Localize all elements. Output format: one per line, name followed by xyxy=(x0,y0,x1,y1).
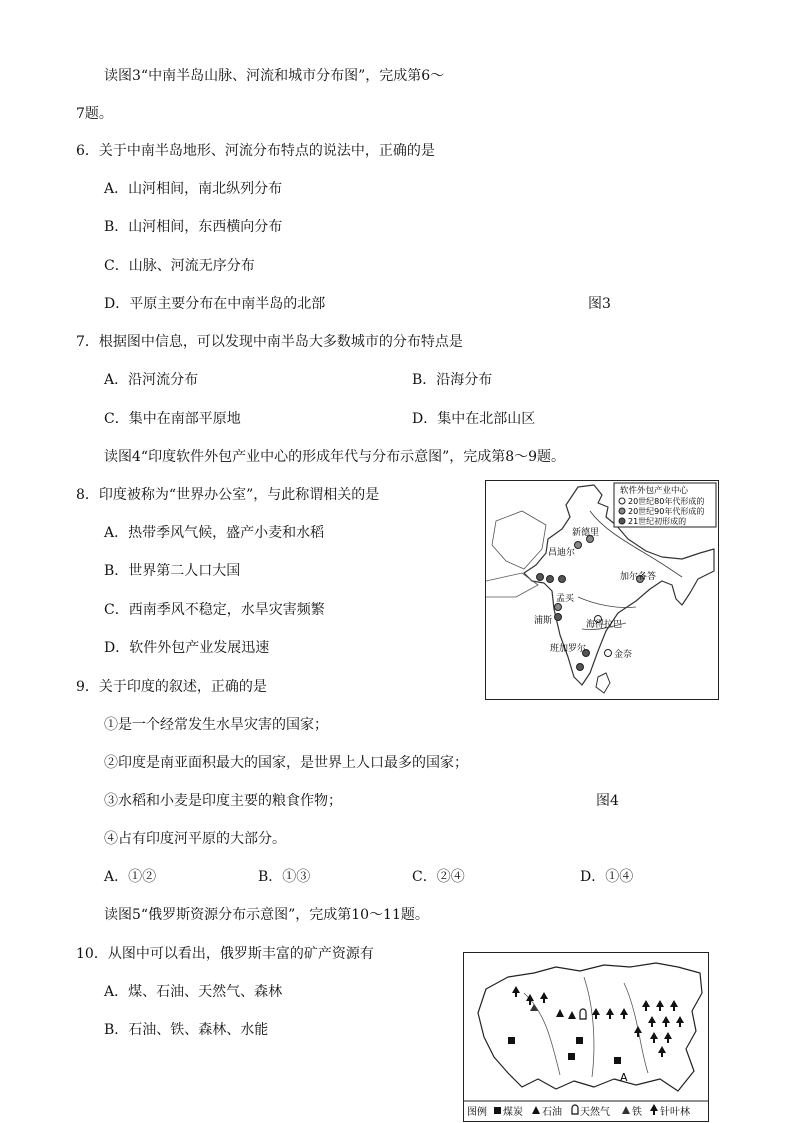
fig5-legend-gas: 天然气 xyxy=(580,1107,610,1118)
city-label-chennai: 金奈 xyxy=(614,650,633,660)
q9-option-c: C．②④ xyxy=(412,869,465,885)
city-chennai-marker xyxy=(605,650,612,657)
fig5-point-a: A xyxy=(620,1071,628,1084)
legend-80s-marker xyxy=(619,498,625,504)
russia-outline xyxy=(478,963,702,1091)
intro-fig4: 读图4“印度软件外包产业中心的形成年代与分布示意图”，完成第8～9题。 xyxy=(104,449,566,465)
coal-symbol xyxy=(614,1057,621,1064)
q9-statement-1: ①是一个经常发生水旱灾害的国家； xyxy=(104,717,328,733)
fig5-legend-forest: 针叶林 xyxy=(660,1107,690,1118)
fig5-legend-coal: 煤炭 xyxy=(503,1107,523,1118)
q6-option-d: D．平原主要分布在中南半岛的北部 xyxy=(104,296,326,312)
fig5-legend-iron: 铁 xyxy=(632,1107,642,1118)
q10-option-b: B．石油、铁、森林、水能 xyxy=(104,1022,269,1038)
city-label-new-delhi: 新德里 xyxy=(572,528,600,538)
intro-fig3-line1: 读图3“中南半岛山脉、河流和城市分布图”，完成第6～ xyxy=(104,68,445,84)
city-label-pune: 浦斯 xyxy=(534,616,553,626)
q7-option-b: B．沿海分布 xyxy=(412,372,493,388)
legend-oil-icon xyxy=(532,1106,540,1114)
city-label-hyderabad: 海得拉巴 xyxy=(586,620,623,630)
q6-stem: 6．关于中南半岛地形、河流分布特点的说法中，正确的是 xyxy=(76,143,435,159)
fig4-legend-item-3: 21世纪初形成的 xyxy=(628,517,687,526)
city-label-mumbai: 孟买 xyxy=(556,594,575,604)
fig5-legend-title: 图例 xyxy=(467,1107,487,1118)
fig4-legend-item-2: 20世纪90年代形成的 xyxy=(628,507,705,516)
q10-option-a: A．煤、石油、天然气、森林 xyxy=(104,984,283,1000)
q9-statement-2: ②印度是南亚面积最大的国家，是世界上人口最多的国家； xyxy=(104,755,468,771)
city-marker-west-1 xyxy=(537,574,544,581)
q6-option-c: C．山脉、河流无序分布 xyxy=(104,258,255,274)
fig4-legend-item-1: 20世纪80年代形成的 xyxy=(628,497,705,506)
q6-option-b: B．山河相间，东西横向分布 xyxy=(104,219,283,235)
legend-gas-icon xyxy=(572,1105,578,1114)
city-south-marker xyxy=(577,664,584,671)
q7-option-c: C．集中在南部平原地 xyxy=(104,411,241,427)
city-marker-west-2 xyxy=(547,576,554,583)
legend-iron-icon xyxy=(622,1106,630,1114)
q7-option-d: D．集中在北部山区 xyxy=(412,411,536,427)
fig5-legend-oil: 石油 xyxy=(542,1107,562,1118)
intro-fig5: 读图5“俄罗斯资源分布示意图”，完成第10～11题。 xyxy=(104,907,429,923)
legend-21c-marker xyxy=(619,518,625,524)
legend-forest-icon xyxy=(650,1104,658,1115)
sri-lanka-shape xyxy=(596,673,610,693)
legend-90s-marker xyxy=(619,508,625,514)
q9-statement-4: ④占有印度河平原的大部分。 xyxy=(104,831,286,847)
city-pune-marker xyxy=(555,614,562,621)
q7-option-a: A．沿河流分布 xyxy=(104,372,199,388)
intro-fig3-line2: 7题。 xyxy=(76,106,113,122)
q7-stem: 7．根据图中信息，可以发现中南半岛大多数城市的分布特点是 xyxy=(76,334,463,350)
city-label-kolkata: 加尔各答 xyxy=(620,572,657,582)
q8-option-c: C．西南季风不稳定，水旱灾害频繁 xyxy=(104,602,325,618)
figure-5-russia-map xyxy=(463,952,709,1122)
q8-option-d: D．软件外包产业发展迅速 xyxy=(104,640,270,656)
q9-statement-3: ③水稻和小麦是印度主要的粮食作物； xyxy=(104,793,342,809)
q9-option-a: A．①② xyxy=(104,869,157,885)
coal-symbol xyxy=(576,1037,583,1044)
city-chandigarh-marker xyxy=(575,542,582,549)
q9-stem: 9．关于印度的叙述，正确的是 xyxy=(76,679,267,695)
city-label-chandigarh: 昌迪尔 xyxy=(548,548,576,558)
q6-option-a: A．山河相间，南北纵列分布 xyxy=(104,181,283,197)
coal-symbol xyxy=(508,1037,515,1044)
figure-3-label: 图3 xyxy=(588,296,611,312)
city-marker-west-3 xyxy=(559,576,566,583)
city-mumbai-marker xyxy=(555,604,562,611)
coal-symbol xyxy=(568,1053,575,1060)
q10-stem: 10．从图中可以看出，俄罗斯丰富的矿产资源有 xyxy=(76,946,374,962)
figure-4-india-map xyxy=(485,480,719,700)
q8-option-a: A．热带季风气候，盛产小麦和水稻 xyxy=(104,525,325,541)
q9-option-b: B．①③ xyxy=(258,869,311,885)
q8-stem: 8．印度被称为“世界办公室”，与此称谓相关的是 xyxy=(76,487,380,503)
q8-option-b: B．世界第二人口大国 xyxy=(104,563,241,579)
q9-option-d: D．①④ xyxy=(580,869,634,885)
figure-4-label: 图4 xyxy=(596,793,619,809)
fig4-legend-title: 软件外包产业中心 xyxy=(620,486,689,496)
legend-coal-icon xyxy=(494,1107,501,1114)
city-label-bangalore: 班加罗尔 xyxy=(550,644,587,654)
